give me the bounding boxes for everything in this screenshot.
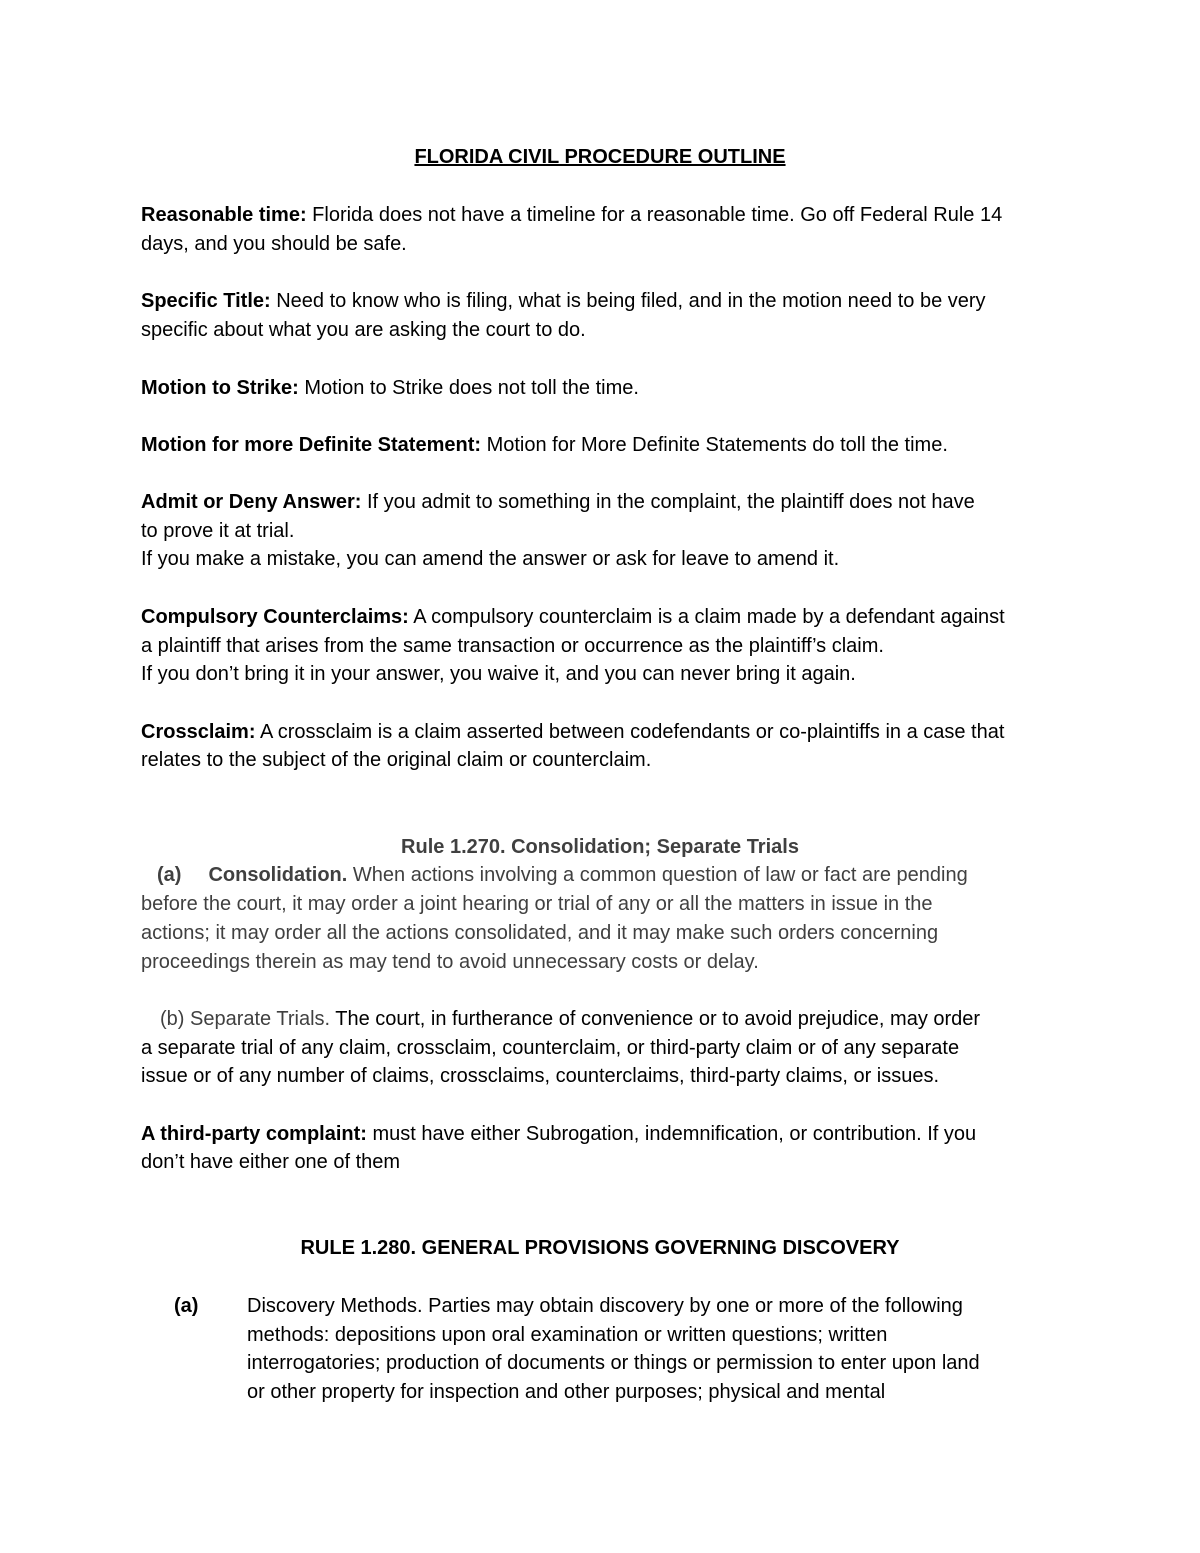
specific-title-line-1: Specific Title: Need to know who is filing, what is being filed, and in the motion need to be very [141,290,986,312]
rule-1280-a-line-1: Discovery Methods. Parties may obtain discovery by one or more of the following [247,1295,963,1317]
definite-statement-term: Motion for more Definite Statement: [141,434,482,456]
compulsory-term: Compulsory Counterclaims: [141,606,409,628]
rule-1270-a-line-1: (a) Consolidation. When actions involving a common question of law or fact are pending [157,864,968,886]
rule-1280-a-line-3: interrogatories; production of documents or things or permission to enter upon land [247,1352,980,1374]
specific-title-line-2: specific about what you are asking the court to do. [141,319,586,341]
third-party-line-2: don’t have either one of them [141,1151,401,1173]
rule-1270-b-term: Separate Trials. [190,1008,331,1030]
rule-1270-a-term: Consolidation. [208,864,348,886]
admit-deny-term: Admit or Deny Answer: [141,491,362,513]
rule-1270-heading: Rule 1.270. Consolidation; Separate Trials [401,836,799,858]
rule-1270-a-line-4: proceedings therein as may tend to avoid unnecessary costs or delay. [141,951,759,973]
reasonable-time-line-1: Reasonable time: Florida does not have a timeline for a reasonable time. Go off Federal Rule 14 [141,204,1003,226]
rule-1270-a-line-3: actions; it may order all the actions consolidated, and it may make such orders concerning [141,922,939,944]
rule-1270-b-line-3: issue or of any number of claims, crossclaims, counterclaims, third-party claims, or issues. [141,1065,940,1087]
admit-deny-line-1: Admit or Deny Answer: If you admit to something in the complaint, the plaintiff does not have [141,491,975,513]
rule-1270-b-line-1: (b) Separate Trials. The court, in furtherance of convenience or to avoid prejudice, may order [160,1008,981,1030]
admit-deny-line-2: to prove it at trial. [141,520,295,542]
motion-to-strike-line: Motion to Strike: Motion to Strike does not toll the time. [141,377,639,399]
third-party-term: A third-party complaint: [141,1123,367,1145]
reasonable-time-line-2: days, and you should be safe. [141,233,407,255]
compulsory-line-1: Compulsory Counterclaims: A compulsory counterclaim is a claim made by a defendant against [141,606,1005,628]
admit-deny-line-3: If you make a mistake, you can amend the answer or ask for leave to amend it. [141,548,840,570]
rule-1280-a-line-4: or other property for inspection and other purposes; physical and mental [247,1381,886,1403]
third-party-line-1: A third-party complaint: must have either Subrogation, indemnification, or contribution. If you [141,1123,977,1145]
motion-to-strike-term: Motion to Strike: [141,377,299,399]
crossclaim-line-2: relates to the subject of the original claim or counterclaim. [141,749,652,771]
rule-1270-a-label: (a) [157,864,182,886]
rule-1270-b-label: (b) [160,1008,190,1030]
compulsory-line-2: a plaintiff that arises from the same transaction or occurrence as the plaintiff’s claim. [141,635,884,657]
crossclaim-line-1: Crossclaim: A crossclaim is a claim asserted between codefendants or co-plaintiffs in a case that [141,721,1005,743]
rule-1270-b-line-2: a separate trial of any claim, crossclaim, counterclaim, or third-party claim or of any separate [141,1037,960,1059]
rule-1280-a-line-2: methods: depositions upon oral examination or written questions; written [247,1324,888,1346]
specific-title-term: Specific Title: [141,290,271,312]
reasonable-time-term: Reasonable time: [141,204,307,226]
definite-statement-line: Motion for more Definite Statement: Motion for More Definite Statements do toll the time. [141,434,948,456]
rule-1280-a-label: (a) [174,1295,199,1317]
compulsory-line-3: If you don’t bring it in your answer, you waive it, and you can never bring it again. [141,663,856,685]
crossclaim-term: Crossclaim: [141,721,256,743]
rule-1270-a-line-2: before the court, it may order a joint hearing or trial of any or all the matters in issue in the [141,893,933,915]
document-title: FLORIDA CIVIL PROCEDURE OUTLINE [414,146,786,168]
rule-1280-heading: RULE 1.280. GENERAL PROVISIONS GOVERNING DISCOVERY [300,1237,900,1259]
